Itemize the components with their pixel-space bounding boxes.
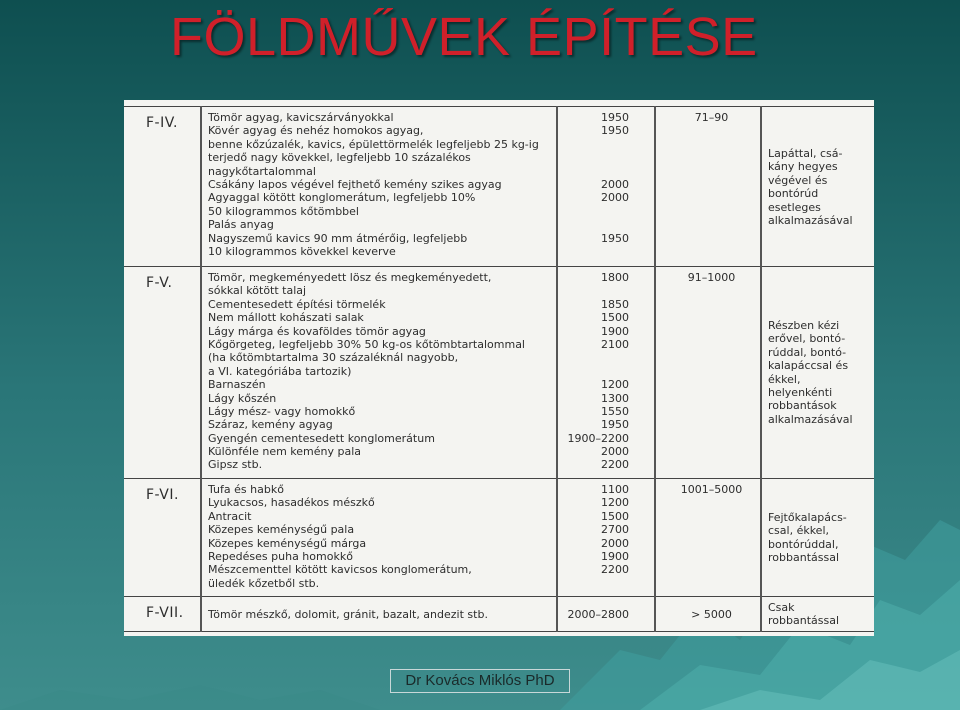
- density-value: 2000: [601, 177, 629, 191]
- materials-list: [208, 271, 558, 472]
- force-range: 1001–5000: [680, 483, 743, 496]
- density-value: [564, 284, 629, 297]
- density-value: 2200: [601, 458, 629, 472]
- density-value: 1500: [601, 509, 629, 523]
- density-value: [564, 205, 629, 218]
- tool-line: kány hegyes: [768, 160, 838, 174]
- material-item: nagykőtartalommal: [208, 164, 316, 178]
- material-item: Cementesedett építési törmelék: [208, 297, 386, 311]
- slide-title: FÖLDMŰVEK ÉPÍTÉSE: [170, 7, 758, 67]
- class-label: F-V.: [146, 275, 173, 291]
- material-item: Palás anyag: [208, 218, 274, 232]
- density-value: 1900: [601, 324, 629, 338]
- density-value: [564, 245, 629, 258]
- density-value: 1900–2200: [567, 431, 629, 445]
- density-value: 1550: [601, 404, 629, 418]
- scanned-table: [124, 100, 874, 636]
- material-item: Nem mállott kohászati salak: [208, 311, 364, 325]
- tool-line: helyenkénti: [768, 386, 833, 400]
- table-row-f6: [124, 478, 874, 596]
- material-item: üledék kőzetből stb.: [208, 576, 320, 590]
- material-item: Lágy márga és kovaföldes tömör agyag: [208, 324, 426, 338]
- density-value: [564, 151, 629, 164]
- density-value: [564, 138, 629, 151]
- density-value: 1950: [601, 111, 629, 124]
- material-item: Tufa és habkő: [208, 483, 284, 496]
- material-item: 50 kilogrammos kőtömbbel: [208, 204, 359, 218]
- density-value: 2000–2800: [567, 608, 629, 621]
- material-item: Közepes keménységű pala: [208, 523, 355, 537]
- tool-line: rúddal, bontó-: [768, 345, 847, 359]
- density-value: 2000: [601, 536, 629, 550]
- tool-line: esetleges: [768, 200, 821, 214]
- tool-line: kalapáccsal és: [768, 359, 849, 373]
- table-row-f7: [124, 596, 874, 632]
- material-item: terjedő nagy kövekkel, legfeljebb 10 százalékos: [208, 151, 471, 165]
- material-item: a VI. kategóriába tartozik): [208, 364, 352, 378]
- material-item: Tömör, megkeményedett lösz és megkeményedett,: [208, 271, 492, 284]
- material-item: Nagyszemű kavics 90 mm átmérőig, legfeljebb: [208, 231, 468, 245]
- material-item: Gyengén cementesedett konglomerátum: [208, 431, 435, 445]
- tool-description: [768, 601, 870, 628]
- tool-description: [768, 511, 870, 565]
- column-divider: [200, 106, 202, 632]
- density-value: 1950: [601, 124, 629, 138]
- material-item: Antracit: [208, 509, 252, 523]
- density-value: [564, 218, 629, 231]
- materials-list: [208, 483, 558, 590]
- density-value: 1500: [601, 311, 629, 325]
- class-label: F-VII.: [146, 605, 184, 621]
- material-item: Mészcementtel kötött kavicsos konglomerátum,: [208, 563, 472, 577]
- density-value: 1300: [601, 391, 629, 405]
- tool-description: [768, 147, 870, 227]
- tool-line: bontórúddal,: [768, 537, 839, 551]
- tool-line: Fejtőkalapács-: [768, 511, 847, 524]
- material-item: Tömör agyag, kavicszárványokkal: [208, 111, 394, 124]
- tool-line: Lapáttal, csá-: [768, 147, 843, 160]
- density-value: [564, 365, 629, 378]
- density-list: [564, 111, 629, 258]
- tool-line: bontórúd: [768, 187, 819, 201]
- materials-list: [208, 608, 558, 621]
- density-value: 1900: [601, 549, 629, 563]
- table-row-f5: [124, 266, 874, 478]
- material-item: (ha kőtömbtartalma 30 százaléknál nagyobb,: [208, 351, 459, 365]
- density-value: 2700: [601, 523, 629, 537]
- material-item: Gipsz stb.: [208, 458, 263, 472]
- density-value: 2000: [601, 191, 629, 205]
- class-label: F-IV.: [146, 115, 178, 131]
- density-list: [564, 271, 629, 472]
- material-item: Kövér agyag és nehéz homokos agyag,: [208, 124, 424, 138]
- material-item: Tömör mészkő, dolomit, gránit, bazalt, andezit stb.: [208, 608, 488, 621]
- column-divider: [760, 106, 762, 632]
- material-item: benne kőzúzalék, kavics, épülettörmelék legfeljebb 25 kg-ig: [208, 137, 539, 151]
- density-value: [564, 165, 629, 178]
- tool-line: robbantással: [768, 614, 840, 628]
- material-item: Barnaszén: [208, 378, 266, 392]
- density-value: [564, 577, 629, 590]
- material-item: 10 kilogrammos kövekkel keverve: [208, 244, 396, 258]
- column-divider: [654, 106, 656, 632]
- density-value: 2200: [601, 563, 629, 577]
- tool-description: [768, 319, 870, 426]
- material-item: Agyaggal kötött konglomerátum, legfeljebb 10%: [208, 191, 476, 205]
- density-value: 2100: [601, 337, 629, 351]
- material-item: Repedéses puha homokkő: [208, 549, 353, 563]
- author-footer: Dr Kovács Miklós PhD: [390, 669, 570, 693]
- density-value: 1100: [601, 483, 629, 496]
- density-list: [564, 483, 629, 590]
- force-range: 71–90: [694, 111, 729, 124]
- tool-line: végével és: [768, 173, 828, 187]
- density-value: 1850: [601, 297, 629, 311]
- class-label: F-VI.: [146, 487, 179, 503]
- tool-line: csal, ékkel,: [768, 524, 830, 538]
- material-item: Száraz, kemény agyag: [208, 418, 333, 432]
- material-item: Lágy mész- vagy homokkő: [208, 404, 356, 418]
- tool-line: ékkel,: [768, 372, 801, 386]
- material-item: Kőgörgeteg, legfeljebb 30% 50 kg-os kőtömbtartalommal: [208, 337, 525, 351]
- material-item: sókkal kötött talaj: [208, 284, 307, 298]
- tool-line: robbantások: [768, 399, 837, 413]
- column-divider: [556, 106, 558, 632]
- material-item: Lágy kőszén: [208, 391, 277, 405]
- material-item: Lyukacsos, hasadékos mészkő: [208, 496, 375, 510]
- material-item: Csákány lapos végével fejthető kemény szikes agyag: [208, 177, 502, 191]
- density-value: 1200: [601, 496, 629, 510]
- tool-line: Csak: [768, 601, 795, 614]
- density-value: 1950: [601, 231, 629, 245]
- tool-line: erővel, bontó-: [768, 332, 846, 346]
- force-range: > 5000: [691, 608, 732, 621]
- density-value: [564, 351, 629, 364]
- tool-line: alkalmazásával: [768, 214, 853, 228]
- density-list: [564, 608, 629, 621]
- density-value: 1950: [601, 418, 629, 432]
- material-item: Közepes keménységű márga: [208, 536, 367, 550]
- materials-list: [208, 111, 558, 258]
- density-value: 1200: [601, 378, 629, 392]
- material-item: Különféle nem kemény pala: [208, 445, 362, 459]
- tool-line: robbantással: [768, 551, 840, 565]
- tool-line: Részben kézi: [768, 319, 840, 332]
- tool-line: alkalmazásával: [768, 412, 853, 426]
- density-value: 2000: [601, 445, 629, 459]
- table-row-f4: [124, 106, 874, 266]
- density-value: 1800: [601, 271, 629, 284]
- force-range: 91–1000: [687, 271, 736, 284]
